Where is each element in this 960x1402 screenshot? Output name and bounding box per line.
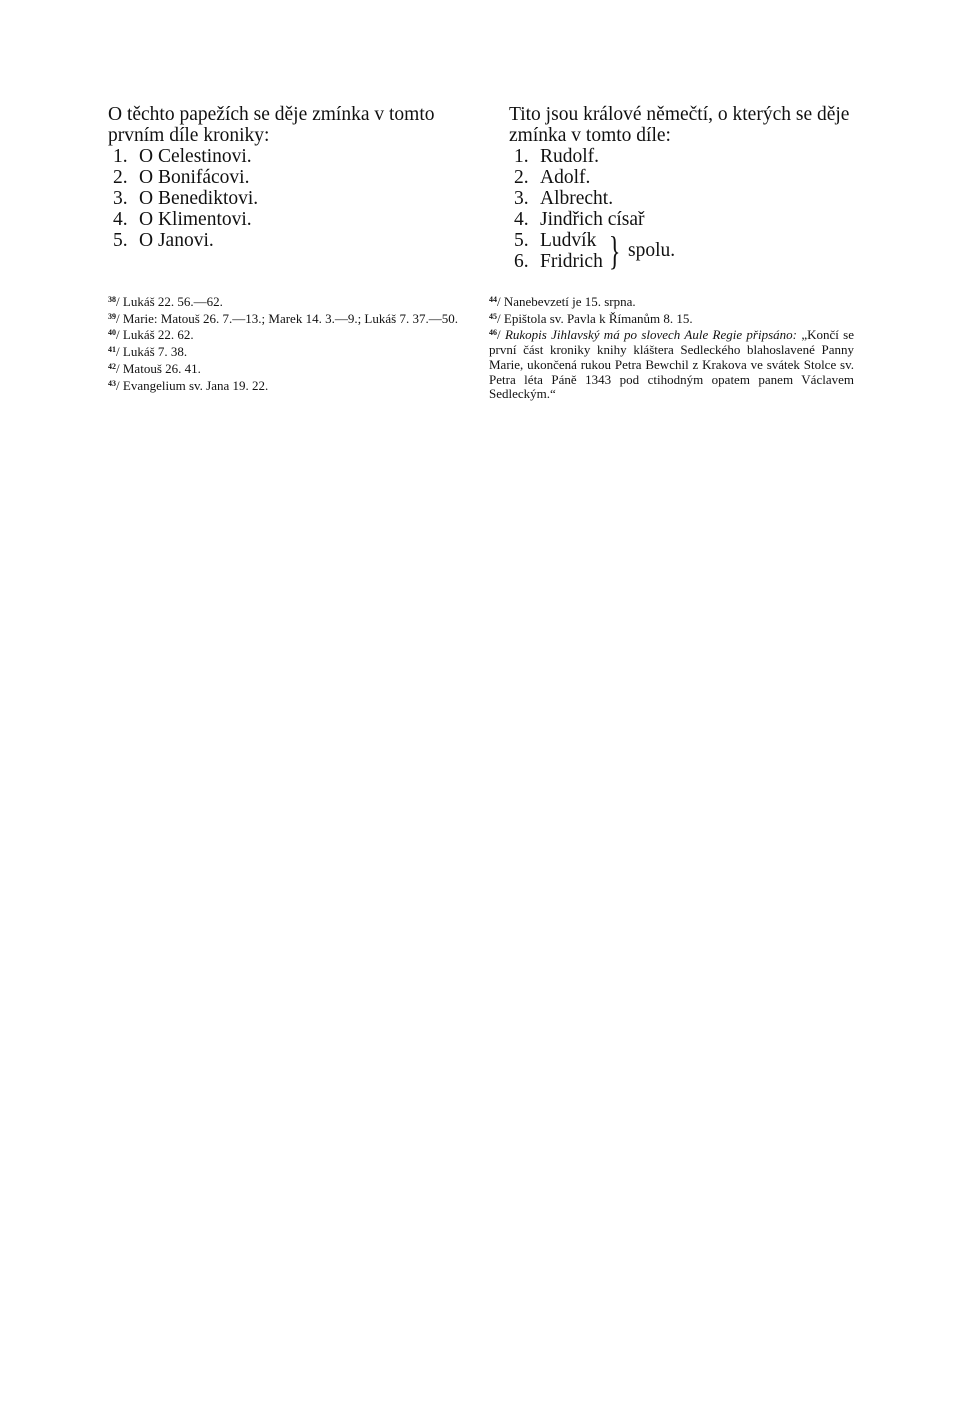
popes-section [108, 104, 478, 251]
item-text: O Bonifácovi. [139, 167, 250, 188]
list-item [108, 209, 478, 230]
footnote: $^{41}$/ Lukáš 7. 38. [108, 344, 188, 360]
footnote: $^{39}$/ Marie: Matouš 26. 7.—13.; Marek 14. 3.—9.; Lukáš 7. 37.—50. [108, 310, 458, 326]
brace-icon: } [608, 228, 621, 273]
item-text: Jindřich císař [540, 209, 645, 230]
popes-intro: O těchto papežích se děje zmínka v tomto prvním díle kroniky: [108, 104, 435, 146]
item-text: O Celestinovi. [139, 146, 252, 167]
popes-list [108, 146, 478, 251]
footnote-mark: 43 [108, 378, 116, 388]
footnote-text: Lukáš 22. 62. [122, 327, 194, 343]
item-number: 1. [113, 146, 128, 167]
list-item [108, 230, 478, 251]
item-number: 3. [113, 188, 128, 209]
item-number: 5. [514, 230, 529, 251]
list-item [108, 146, 478, 167]
item-number: 4. [113, 209, 128, 230]
item-text: Fridrich [540, 251, 603, 272]
footnote-text: Marie: Matouš 26. 7.—13.; Marek 14. 3.—9.; Lukáš 7. 37.—50. [122, 310, 458, 326]
footnote-italic-text: Rukopis Jihlavský má po slovech Aule Regie připsáno: [504, 327, 797, 343]
item-text: O Klimentovi. [139, 209, 252, 230]
list-item [509, 146, 861, 167]
list-item [514, 230, 603, 251]
footnote-mark: 40 [108, 328, 116, 338]
footnotes-right [489, 293, 854, 402]
footnote-text: Matouš 26. 41. [122, 360, 201, 376]
footnote-mark: 46 [489, 328, 497, 338]
item-text: O Janovi. [139, 230, 214, 251]
list-item [509, 209, 861, 230]
footnote: $^{44}$/ Nanebevzetí je 15. srpna. [489, 294, 636, 309]
list-item [509, 167, 861, 188]
item-number: 5. [113, 230, 128, 251]
footnote-text: Nanebevzetí je 15. srpna. [503, 294, 636, 309]
footnote-mark: 41 [108, 345, 116, 355]
footnote-mark: 38 [108, 295, 116, 304]
bracket-items [514, 230, 603, 272]
kings-section [509, 104, 861, 272]
item-text: Adolf. [540, 167, 591, 188]
footnote-mark: 45 [489, 311, 497, 321]
footnote: $^{45}$/ Epištola sv. Pavla k Římanům 8. 15. [489, 310, 693, 326]
list-item [514, 251, 603, 272]
footnotes-left [108, 293, 463, 393]
item-text: Rudolf. [540, 146, 600, 167]
item-number: 2. [113, 167, 128, 188]
item-number: 2. [514, 167, 529, 188]
footnote-mark: 39 [108, 311, 116, 321]
item-number: 1. [514, 146, 529, 167]
bracket-label: spolu. [628, 240, 676, 261]
footnote: $^{46}$/ Rukopis Jihlavský má po slovech Aule Regie připsáno: „Končí se první část kroniky knihy kláštera Sedleckého blahoslavené Panny Marie, ukončená rukou Petra Bewchil z Krakova ve svátek Stolce sv. Petra léta Páně 1343 pod ctihodným opatem panem Václavem Sedleckým.“ [489, 327, 855, 402]
footnote: $^{42}$/ Matouš 26. 41. [108, 360, 201, 376]
footnote-mark: 42 [108, 361, 116, 371]
bracket-group [509, 230, 861, 272]
list-item [509, 188, 861, 209]
item-text: O Benediktovi. [139, 188, 259, 209]
footnote-text: Epištola sv. Pavla k Římanům 8. 15. [503, 310, 693, 326]
footnote: $^{43}$/ Evangelium sv. Jana 19. 22. [108, 377, 269, 393]
footnote-text: Lukáš 22. 56.—62. [122, 294, 223, 309]
list-item [108, 167, 478, 188]
item-text: Albrecht. [540, 188, 614, 209]
footnote-text: Evangelium sv. Jana 19. 22. [122, 377, 269, 393]
item-number: 4. [514, 209, 529, 230]
footnote: $^{38}$/ Lukáš 22. 56.—62. [108, 294, 223, 309]
item-number: 6. [514, 251, 529, 272]
list-item [108, 188, 478, 209]
kings-list [509, 146, 861, 230]
footnote-text: Lukáš 7. 38. [122, 344, 188, 360]
footnote-text: „Končí se první část kroniky knihy kláštera Sedleckého blahoslavené Panny Marie, ukončená rukou Petra Bewchil z Krakova ve svátek Stolce sv. Petra léta Páně 1343 pod ctihodným opatem panem Václavem Sedleckým.“ [489, 327, 855, 402]
item-text: Ludvík [540, 230, 597, 251]
item-number: 3. [514, 188, 529, 209]
kings-intro: Tito jsou králové němečtí, o kterých se děje zmínka v tomto díle: [509, 104, 850, 146]
footnote-mark: 44 [489, 295, 497, 304]
footnote: $^{40}$/ Lukáš 22. 62. [108, 327, 194, 343]
